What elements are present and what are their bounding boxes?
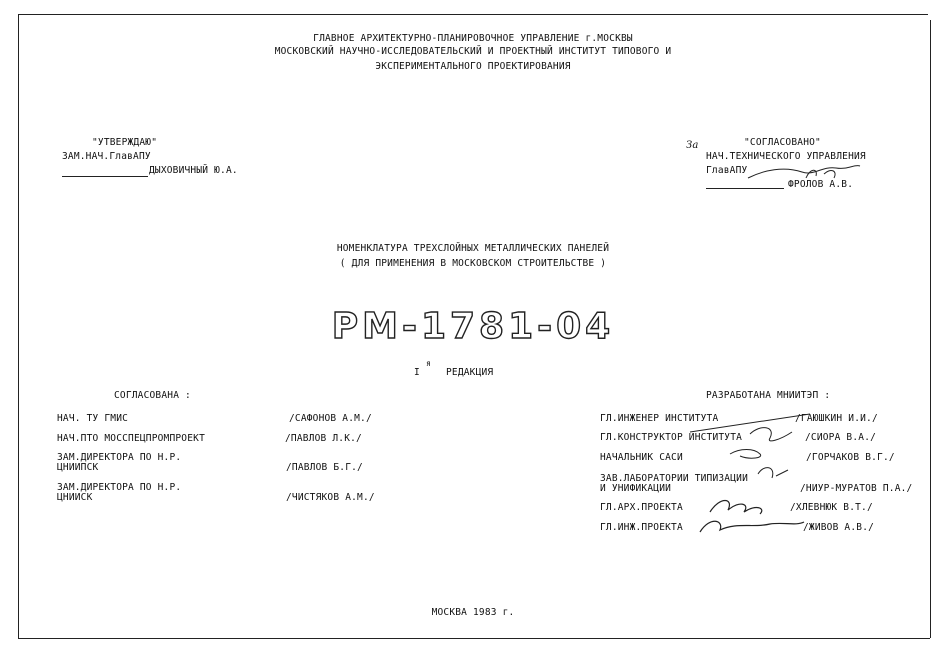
header-line-3: ЭКСПЕРИМЕНТАЛЬНОГО ПРОЕКТИРОВАНИЯ xyxy=(375,61,571,72)
header-line-1: ГЛАВНОЕ АРХИТЕКТУРНО-ПЛАНИРОВОЧНОЕ УПРАВЛЕНИЕ г.МОСКВЫ xyxy=(313,33,633,44)
agreed-with-role-org: ЦНИИПСК xyxy=(57,462,99,473)
agreed-with-name: /ПАВЛОВ Л.К./ xyxy=(285,433,362,444)
developed-by-role: ГЛ.ИНЖ.ПРОЕКТА xyxy=(600,522,683,533)
footer-city-year: МОСКВА 1983 г. xyxy=(431,607,515,618)
developed-by-role: НАЧАЛЬНИК САСИ xyxy=(600,452,683,463)
developed-by-role: ГЛ.КОНСТРУКТОР ИНСТИТУТА xyxy=(600,432,743,443)
approved-signature-line xyxy=(62,176,148,177)
developers-signatures xyxy=(680,404,820,544)
developed-by-name: /ГАЮШКИН И.И./ xyxy=(795,413,878,424)
agreed-name: ФРОЛОВ А.В. xyxy=(788,179,854,190)
developed-by-role-sub: И УНИФИКАЦИИ xyxy=(600,483,672,494)
agreed-with-heading: СОГЛАСОВАНА : xyxy=(114,390,191,401)
agreed-org: ГлавАПУ xyxy=(706,165,748,176)
header-line-2: МОСКОВСКИЙ НАУЧНО-ИССЛЕДОВАТЕЛЬСКИЙ И ПРОЕКТНЫЙ ИНСТИТУТ ТИПОВОГО И xyxy=(274,46,672,57)
agreed-with-role-org: ЦНИИСК xyxy=(57,492,93,503)
developed-by-role: ЗАВ.ЛАБОРАТОРИИ ТИПИЗАЦИИ xyxy=(600,473,748,484)
developed-by-name: /ЖИВОВ А.В./ xyxy=(803,522,875,533)
frame-bottom-border xyxy=(18,638,930,639)
developed-by-name: /СИОРА В.А./ xyxy=(805,432,877,443)
developed-by-name: /ГОРЧАКОВ В.Г./ xyxy=(806,452,895,463)
doc-title-line-1: НОМЕНКЛАТУРА ТРЕХСЛОЙНЫХ МЕТАЛЛИЧЕСКИХ ПАНЕЛЕЙ xyxy=(336,243,610,254)
developed-by-role: ГЛ.ИНЖЕНЕР ИНСТИТУТА xyxy=(600,413,719,424)
agreed-with-name: /ПАВЛОВ Б.Г./ xyxy=(286,462,363,473)
developed-by-role: ГЛ.АРХ.ПРОЕКТА xyxy=(600,502,683,513)
frame-top-border xyxy=(18,14,928,15)
agreed-prefix: За xyxy=(686,140,699,151)
developed-by-name: /ХЛЕВНЮК В.Т./ xyxy=(790,502,873,513)
agreed-signature-line xyxy=(706,188,784,189)
agreed-with-role: ЗАМ.ДИРЕКТОРА ПО Н.Р. xyxy=(57,482,182,493)
edition-number: I xyxy=(414,367,420,378)
approved-position: ЗАМ.НАЧ.ГлавАПУ xyxy=(62,151,151,162)
edition-suffix: я xyxy=(426,359,431,368)
agreed-title: "СОГЛАСОВАНО" xyxy=(744,137,821,148)
agreed-with-role: НАЧ.ПТО МОССПЕЦПРОМПРОЕКТ xyxy=(57,433,205,444)
developed-by-heading: РАЗРАБОТАНА МНИИТЭП : xyxy=(706,390,831,401)
agreed-position: НАЧ.ТЕХНИЧЕСКОГО УПРАВЛЕНИЯ xyxy=(706,151,866,162)
doc-title-line-2: ( ДЛЯ ПРИМЕНЕНИЯ В МОСКОВСКОМ СТРОИТЕЛЬСТВЕ ) xyxy=(339,258,607,269)
agreed-with-role: НАЧ. ТУ ГМИС xyxy=(57,413,129,424)
approved-title: "УТВЕРЖДАЮ" xyxy=(92,137,158,148)
developed-by-name: /НИУР-МУРАТОВ П.А./ xyxy=(800,483,913,494)
agreed-with-name: /САФОНОВ А.М./ xyxy=(289,413,372,424)
agreed-with-role: ЗАМ.ДИРЕКТОРА ПО Н.Р. xyxy=(57,452,182,463)
approved-name: ДЫХОВИЧНЫЙ Ю.А. xyxy=(149,165,238,176)
document-designation: РМ-1781-04 xyxy=(331,306,615,347)
agreed-with-name: /ЧИСТЯКОВ А.М./ xyxy=(286,492,375,503)
edition-label: РЕДАКЦИЯ xyxy=(446,367,494,378)
